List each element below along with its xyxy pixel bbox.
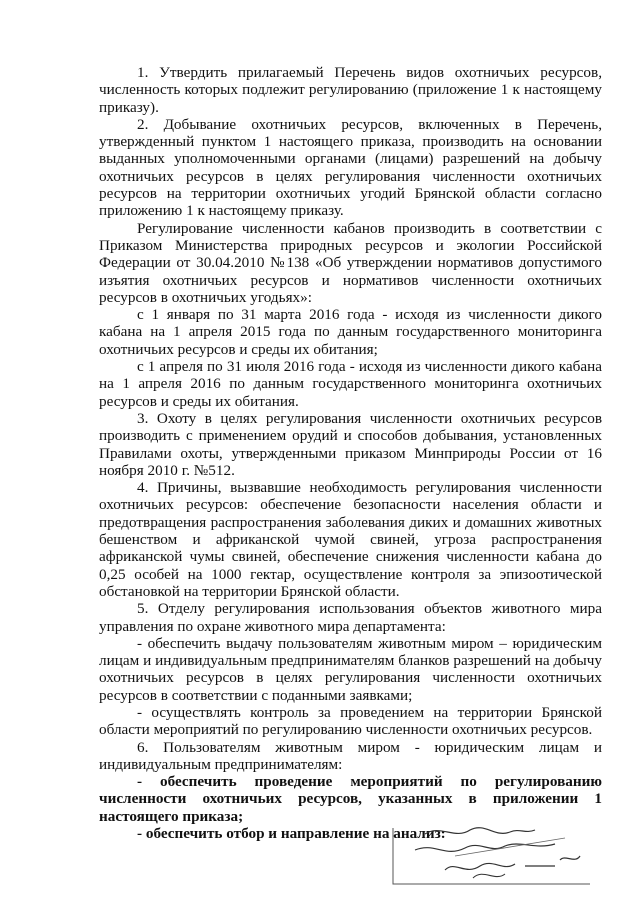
stamp-scribble bbox=[385, 820, 600, 890]
paragraph-6-item-2: - обеспечить отбор и направление на анализ: bbox=[137, 825, 446, 843]
paragraph-boar-regulation: Регулирование численности кабанов производить в соответствии с Приказом Министерства природных ресурсов и экологии Российской Федерации от 30.04.2010 №138 «Об утверждении нормативов допустимого изъятия охотничьих ресурсов и нормативов численности охотничьих ресурсов в охотничьих угодьях»: bbox=[99, 219, 602, 306]
paragraph-5: 5. Отделу регулирования использования объектов животного мира управления по охране животного мира департамента: bbox=[99, 600, 602, 635]
handwritten-approval-stamp bbox=[385, 820, 600, 890]
paragraph-2: 2. Добывание охотничьих ресурсов, включенных в Перечень, утвержденный пунктом 1 настоящего приказа, производить на основании выданных уполномоченными органами (лицами) разрешений на добычу охотничьих ресурсов в целях регулирования численности охотничьих ресурсов на территории охотничьих угодий Брянской области согласно приложению 1 к настоящему приказу. bbox=[99, 115, 602, 220]
paragraph-6: 6. Пользователям животным миром - юридическим лицам и индивидуальным предпринимателям: bbox=[99, 738, 602, 773]
paragraph-period-2: с 1 апреля по 31 июля 2016 года - исходя из численности дикого кабана на 1 апреля 2016 по данным государственного мониторинга охотничьих ресурсов и среды их обитания. bbox=[99, 358, 602, 410]
paragraph-5-item-1: - обеспечить выдачу пользователям животным миром – юридическим лицам и индивидуальным предпринимателям бланков разрешений на добычу охотничьих ресурсов в целях регулирования численности охотничьих ресурсов в соответствии с поданными заявками; bbox=[99, 634, 602, 704]
paragraph-period-1: с 1 января по 31 марта 2016 года - исходя из численности дикого кабана на 1 апреля 2015 года по данным государственного мониторинга охотничьих ресурсов и среды их обитания; bbox=[99, 306, 602, 358]
paragraph-1: 1. Утвердить прилагаемый Перечень видов охотничьих ресурсов, численность которых подлежит регулированию (приложение 1 к настоящему приказу). bbox=[99, 64, 602, 116]
paragraph-3: 3. Охоту в целях регулирования численности охотничьих ресурсов производить с применением орудий и способов добывания, установленных Правилами охоты, утвержденными приказом Минприроды России от 16 ноября 2010 г. №512. bbox=[99, 409, 602, 479]
document-body bbox=[99, 64, 602, 842]
paragraph-5-item-2: - осуществлять контроль за проведением на территории Брянской области мероприятий по регулированию численности охотничьих ресурсов. bbox=[99, 703, 602, 739]
paragraph-6-item-1: - обеспечить проведение мероприятий по регулированию численности охотничьих ресурсов, указанных в приложении 1 настоящего приказа; bbox=[99, 773, 602, 825]
paragraph-4: 4. Причины, вызвавшие необходимость регулирования численности охотничьих ресурсов: обеспечение безопасности населения области и предотвращения распространения заболевания диких и домашних животных бешенством и африканской чумой свиней, угроза распространения африканской чумы свиней, обеспечение снижения численности кабана до 0,25 особей на 1000 гектар, осуществление контроля за эпизоотической обстановкой на территории Брянской области. bbox=[99, 479, 602, 600]
